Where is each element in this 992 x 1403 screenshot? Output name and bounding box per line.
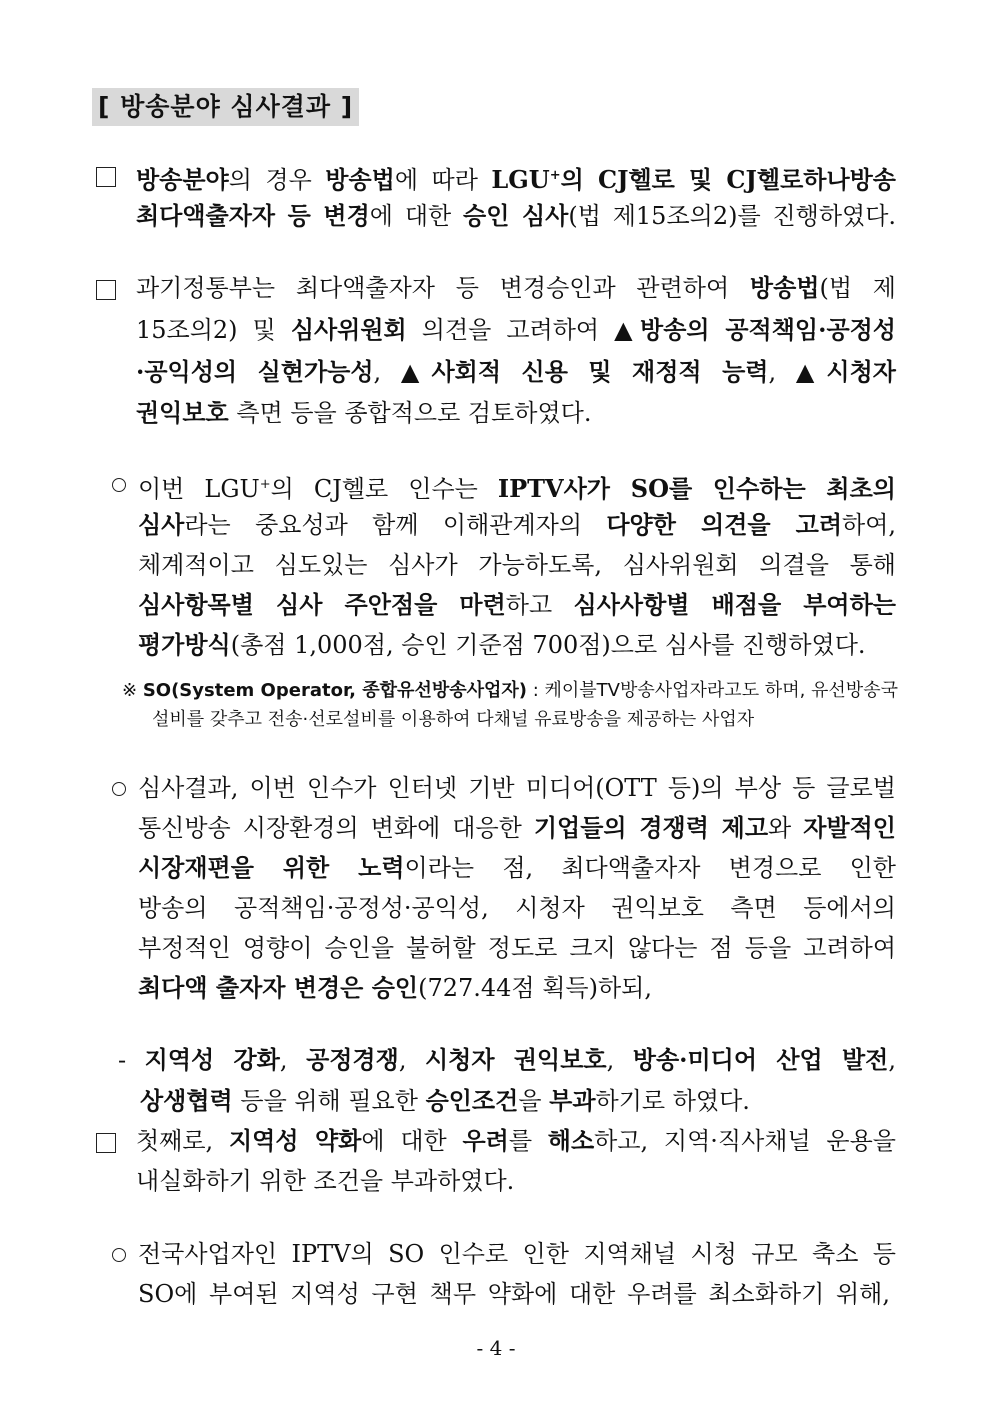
text-run: , <box>373 358 401 386</box>
text-run: 부정적인 영향이 승인을 불허할 정도로 크지 않다는 점 등을 고려하여 <box>138 934 896 962</box>
text-run: 최다액출자자 등 변경 <box>136 201 370 230</box>
text-run: 내실화하기 위한 조건을 부과하였다. <box>136 1167 515 1195</box>
text-run: 측면 등을 종합적으로 검토하였다. <box>228 399 592 427</box>
text-run: 하여, <box>842 511 897 539</box>
text-run: 하고, 지역·직사채널 운용을 <box>594 1127 896 1155</box>
text-run: 심사사항별 배점을 부여하는 <box>573 590 896 619</box>
text-run: 평가방식 <box>138 630 231 659</box>
p3-line-1 <box>138 465 896 509</box>
text-run: 방송의 공적책임·공정성·공익성, 시청자 권익보호 측면 등에서의 <box>138 894 896 922</box>
text-run: 전국사업자인 IPTV의 SO 인수로 인한 지역채널 시청 규모 축소 등 <box>138 1240 896 1268</box>
p4-line-6 <box>138 968 652 1008</box>
p6-line-1 <box>136 1121 896 1161</box>
p4-line-1 <box>138 768 896 808</box>
text-run: 지역성 약화 <box>228 1126 362 1155</box>
text-run: : 케이블TV방송사업자라고도 하며, 유선방송국 <box>527 680 898 701</box>
text-run: 심사 <box>138 510 185 539</box>
text-run: 하기로 하였다. <box>595 1087 750 1115</box>
text-run: 승인 심사 <box>463 201 569 230</box>
p6-line-2 <box>136 1161 514 1201</box>
text-run: 심사항목별 심사 주안점을 마련 <box>138 590 506 619</box>
text-run: 공정경쟁 <box>306 1045 399 1074</box>
p5-line-2 <box>140 1081 750 1121</box>
text-run: ▲사회적 신용 및 재정적 능력 <box>400 357 769 386</box>
text-run: 방송법 <box>325 165 395 194</box>
text-run: , <box>768 358 796 386</box>
text-run: 해소 <box>547 1126 595 1155</box>
text-run: 부과 <box>549 1086 596 1115</box>
text-run: ▲방송의 공적책임·공정성 <box>614 315 896 344</box>
p4-line-5 <box>138 928 896 968</box>
p2-line-3 <box>136 352 896 392</box>
text-run: 방송분야 <box>136 165 229 194</box>
p3-line-4 <box>138 585 896 625</box>
text-run: 방송법 <box>749 273 820 302</box>
text-run: 와 <box>768 814 804 842</box>
p1-line-1 <box>136 156 896 200</box>
text-run: LGU <box>491 165 550 194</box>
text-run: 의 CJ헬로 인수는 <box>270 475 498 503</box>
p2-line-1 <box>136 268 896 308</box>
text-run: 라는 중요성과 함께 이해관계자의 <box>184 511 607 539</box>
text-run: ·공익성의 실현가능성 <box>136 357 374 386</box>
text-run: 시청자 권익보호 <box>425 1045 607 1074</box>
text-run: 통신방송 시장환경의 변화에 대응한 <box>138 814 534 842</box>
text-run: (법 제15조의2)를 진행하였다. <box>568 202 897 230</box>
text-run: 다양한 의견을 고려 <box>606 510 843 539</box>
text-run: IPTV사가 SO를 인수하는 최초의 <box>497 474 896 503</box>
text-run: , <box>606 1046 633 1074</box>
footnote-line-1 <box>122 677 898 705</box>
text-run: 에 대한 <box>369 202 464 230</box>
checkbox-bullet <box>96 1133 116 1153</box>
text-run: 상생협력 <box>140 1086 233 1115</box>
p3-line-2 <box>138 505 896 545</box>
p4-line-4 <box>138 888 896 928</box>
checkbox-bullet <box>96 280 116 300</box>
p5-line-1 <box>118 1040 896 1080</box>
text-run: 권익보호 <box>136 398 229 427</box>
text-run: 심사결과, 이번 인수가 인터넷 기반 미디어(OTT 등)의 부상 등 글로벌 <box>138 774 896 802</box>
text-run: , <box>279 1046 307 1074</box>
checkbox-bullet <box>96 167 116 187</box>
text-run: 자발적인 <box>803 813 896 842</box>
text-run: 이번 LGU <box>138 475 260 503</box>
p1-line-2 <box>136 196 896 236</box>
p3-line-5 <box>138 625 866 665</box>
text-run: 에 대한 <box>361 1127 463 1155</box>
circle-bullet <box>112 478 126 492</box>
p7-line-1 <box>138 1234 896 1274</box>
circle-bullet <box>112 1248 126 1262</box>
text-run: 의견을 고려하여 <box>406 316 615 344</box>
text-run: 시장재편을 위한 노력 <box>138 853 405 882</box>
text-run: 하고 <box>505 591 574 619</box>
text-run: , <box>888 1046 896 1074</box>
text-run: 심사위원회 <box>290 315 407 344</box>
p2-line-2 <box>136 310 896 350</box>
p2-line-4 <box>136 393 591 433</box>
text-run: 지역성 강화 <box>144 1045 280 1074</box>
text-run: 의 경우 <box>228 166 326 194</box>
footnote-line-2 <box>152 706 754 734</box>
text-run: , <box>398 1046 425 1074</box>
text-run: + <box>549 168 561 183</box>
text-run: + <box>259 477 271 492</box>
text-run: 방송·미디어 산업 발전 <box>632 1045 889 1074</box>
p7-line-2 <box>138 1274 890 1314</box>
text-run: 승인조건 <box>425 1086 519 1115</box>
text-run: 의 CJ헬로 및 CJ헬로하나방송 <box>560 165 896 194</box>
text-run: 이라는 점, 최다액출자자 변경으로 인한 <box>404 854 896 882</box>
p4-line-3 <box>138 848 896 888</box>
text-run: 를 <box>508 1127 548 1155</box>
text-run: (총점 1,000점, 승인 기준점 700점)으로 심사를 진행하였다. <box>230 631 866 659</box>
text-run: 을 <box>518 1087 550 1115</box>
text-run: 에 따라 <box>394 166 492 194</box>
circle-bullet <box>112 782 126 796</box>
text-run: (727.44점 획득)하되, <box>418 974 652 1002</box>
text-run: 기업들의 경쟁력 제고 <box>533 813 769 842</box>
text-run: SO에 부여된 지역성 구현 책무 약화에 대한 우려를 최소화하기 위해, <box>138 1280 890 1308</box>
text-run: 등을 위해 필요한 <box>232 1087 426 1115</box>
text-run: ※ <box>122 680 143 701</box>
text-run: ▲시청자 <box>795 357 896 386</box>
text-run: 최다액 출자자 변경은 승인 <box>138 973 419 1002</box>
text-run: SO(System Operator, 종합유선방송사업자) <box>142 680 527 701</box>
text-run: - <box>118 1046 145 1074</box>
text-run: 체계적이고 심도있는 심사가 가능하도록, 심사위원회 의결을 통해 <box>138 551 896 579</box>
text-run: 첫째로, <box>136 1127 229 1155</box>
p3-line-3 <box>138 545 896 585</box>
text-run: 과기정통부는 최다액출자자 등 변경승인과 관련하여 <box>136 274 750 302</box>
text-run: 15조의2) 및 <box>136 316 291 344</box>
text-run: (법 제 <box>819 274 896 302</box>
section-title: [ 방송분야 심사결과 ] <box>92 88 359 126</box>
text-run: 우려 <box>462 1126 509 1155</box>
page-number: - 4 - <box>476 1336 516 1360</box>
text-run: 설비를 갖추고 전송·선로설비를 이용하여 다채널 유료방송을 제공하는 사업자 <box>152 709 755 730</box>
p4-line-2 <box>138 808 896 848</box>
